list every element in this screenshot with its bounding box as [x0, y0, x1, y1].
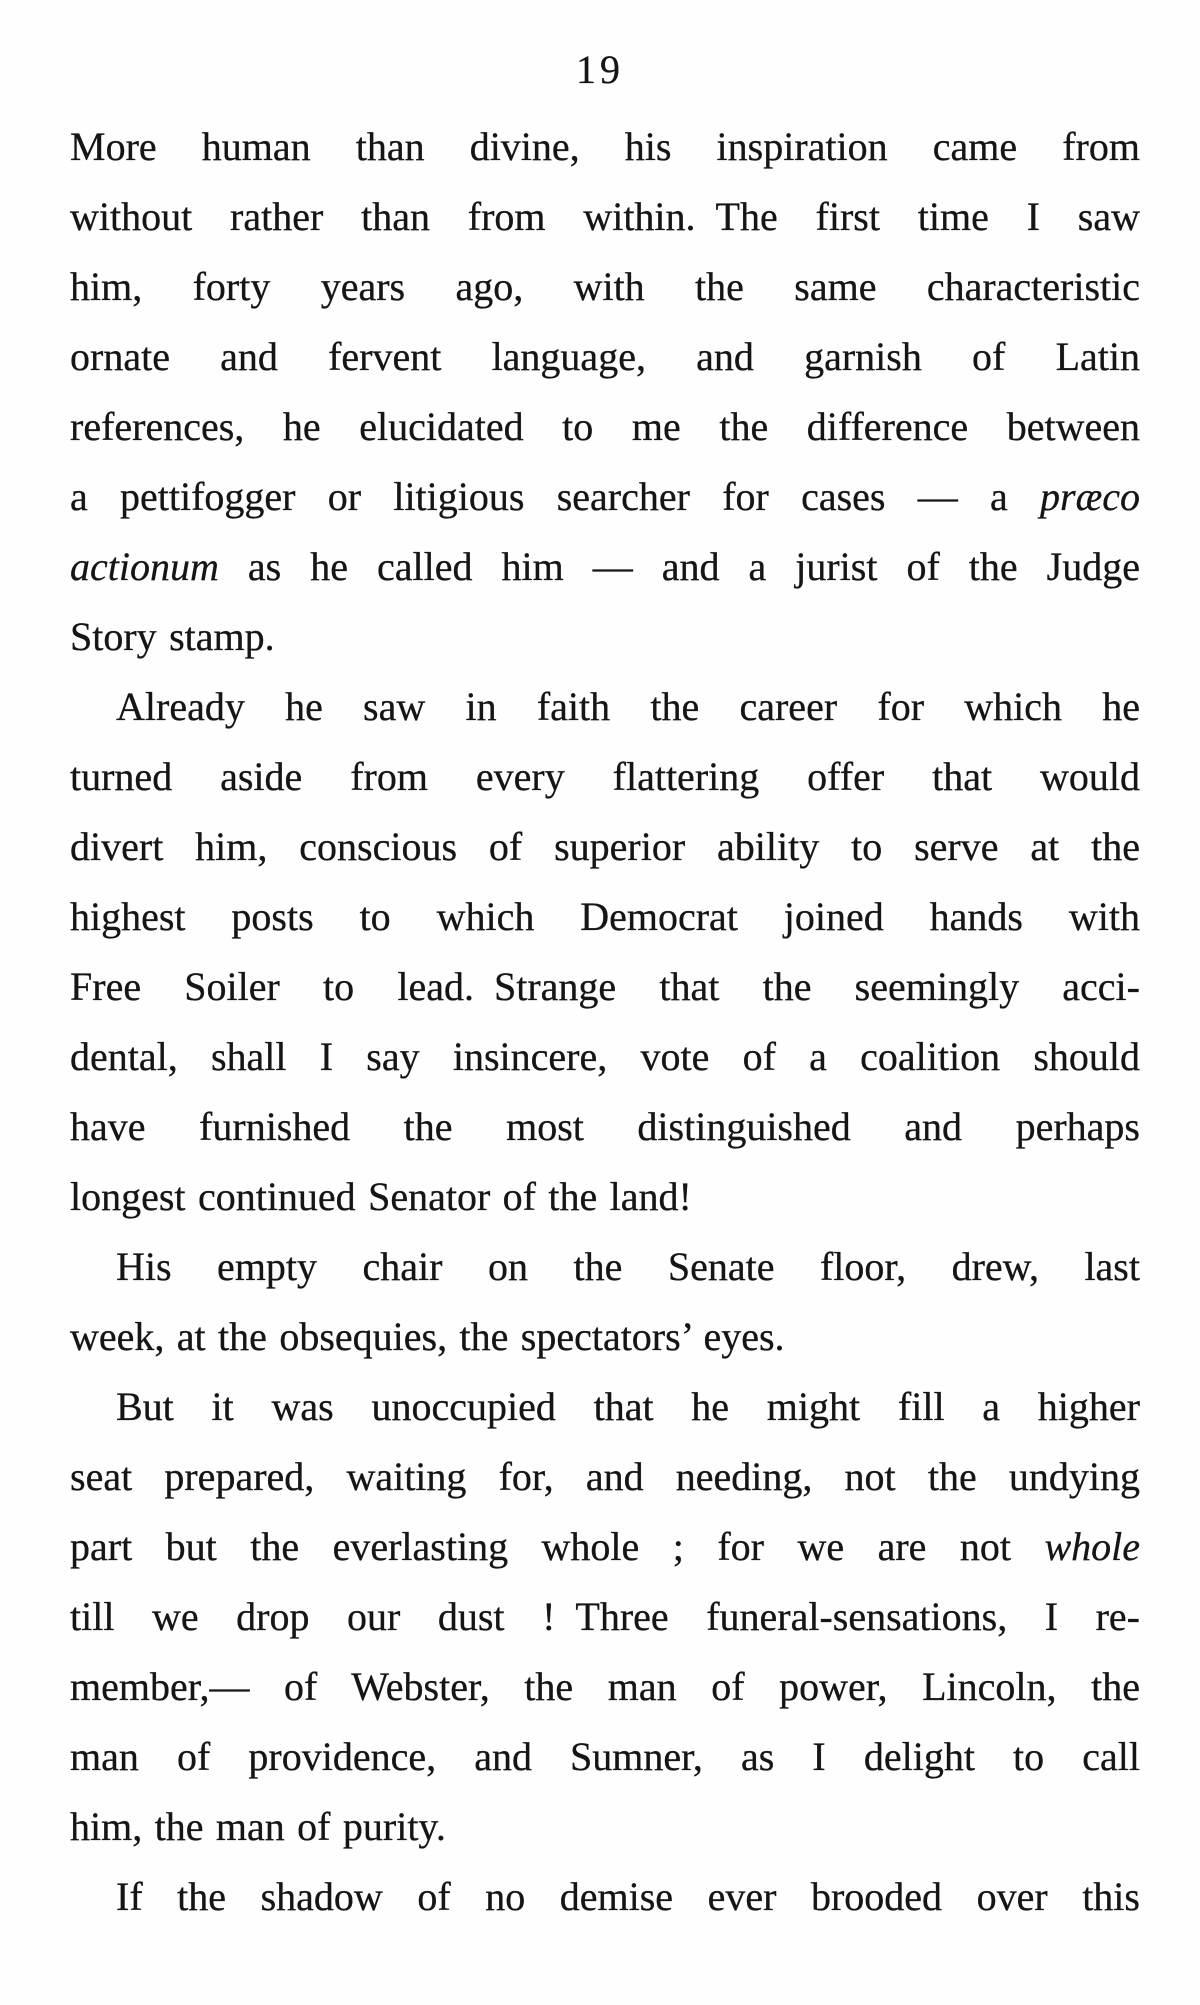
text-line — [70, 1652, 1140, 1722]
text-run: Free Soiler to lead. Strange that the seemingly acci- — [70, 964, 1140, 1009]
text-line — [70, 322, 1140, 392]
text-line — [70, 1792, 1140, 1862]
italic-text-run: actionum — [70, 544, 219, 589]
text-run: dental, shall I say insincere, vote of a coalition should — [70, 1034, 1140, 1079]
text-run: seat prepared, waiting for, and needing, not the undying — [70, 1454, 1140, 1499]
text-line — [70, 532, 1140, 602]
text-run: His empty chair on the Senate floor, drew, last — [116, 1244, 1140, 1289]
text-run: member,— of Webster, the man of power, Lincoln, the — [70, 1664, 1140, 1709]
text-line — [70, 742, 1140, 812]
text-run: ornate and fervent language, and garnish of Latin — [70, 334, 1140, 379]
text-line — [70, 1582, 1140, 1652]
italic-text-run: whole — [1044, 1524, 1140, 1569]
text-line — [70, 1232, 1140, 1302]
text-line — [70, 882, 1140, 952]
text-line — [70, 1302, 1140, 1372]
text-run: If the shadow of no demise ever brooded over this — [116, 1874, 1140, 1919]
page-number: 19 — [576, 47, 624, 92]
text-line — [70, 952, 1140, 1022]
page-text — [70, 112, 1140, 1932]
text-line — [70, 1162, 1140, 1232]
text-line — [70, 392, 1140, 462]
text-run: without rather than from within. The first time I saw — [70, 194, 1140, 239]
text-line — [70, 462, 1140, 532]
text-run: him, the man of purity. — [70, 1804, 446, 1849]
text-line — [70, 112, 1140, 182]
text-line — [70, 1092, 1140, 1162]
text-line — [70, 1512, 1140, 1582]
text-run: But it was unoccupied that he might fill a higher — [116, 1384, 1140, 1429]
text-run: More human than divine, his inspiration came from — [70, 124, 1140, 169]
text-run: till we drop our dust ! Three funeral-sensations, I re- — [70, 1594, 1140, 1639]
text-run: Story stamp. — [70, 614, 275, 659]
text-line — [70, 1022, 1140, 1092]
text-run: longest continued Senator of the land! — [70, 1174, 692, 1219]
text-run: him, forty years ago, with the same characteristic — [70, 264, 1140, 309]
text-run: references, he elucidated to me the difference between — [70, 404, 1140, 449]
text-line — [70, 1722, 1140, 1792]
text-run: as he called him — and a jurist of the Judge — [218, 544, 1140, 589]
text-line — [70, 812, 1140, 882]
text-line — [70, 1372, 1140, 1442]
text-run: a pettifogger or litigious searcher for cases — a — [70, 474, 1040, 519]
text-line — [70, 252, 1140, 322]
text-run: highest posts to which Democrat joined hands with — [70, 894, 1140, 939]
text-run: man of providence, and Sumner, as I delight to call — [70, 1734, 1140, 1779]
text-line — [70, 1442, 1140, 1512]
text-line — [70, 672, 1140, 742]
text-run: have furnished the most distinguished and perhaps — [70, 1104, 1140, 1149]
text-run: Already he saw in faith the career for which he — [116, 684, 1140, 729]
text-run: week, at the obsequies, the spectators’ eyes. — [70, 1314, 785, 1359]
text-run: part but the everlasting whole ; for we are not — [70, 1524, 1045, 1569]
text-line — [70, 182, 1140, 252]
text-line — [70, 1862, 1140, 1932]
text-run: divert him, conscious of superior ability to serve at the — [70, 824, 1140, 869]
text-run: turned aside from every flattering offer that would — [70, 754, 1140, 799]
text-line — [70, 602, 1140, 672]
italic-text-run: præco — [1040, 474, 1140, 519]
